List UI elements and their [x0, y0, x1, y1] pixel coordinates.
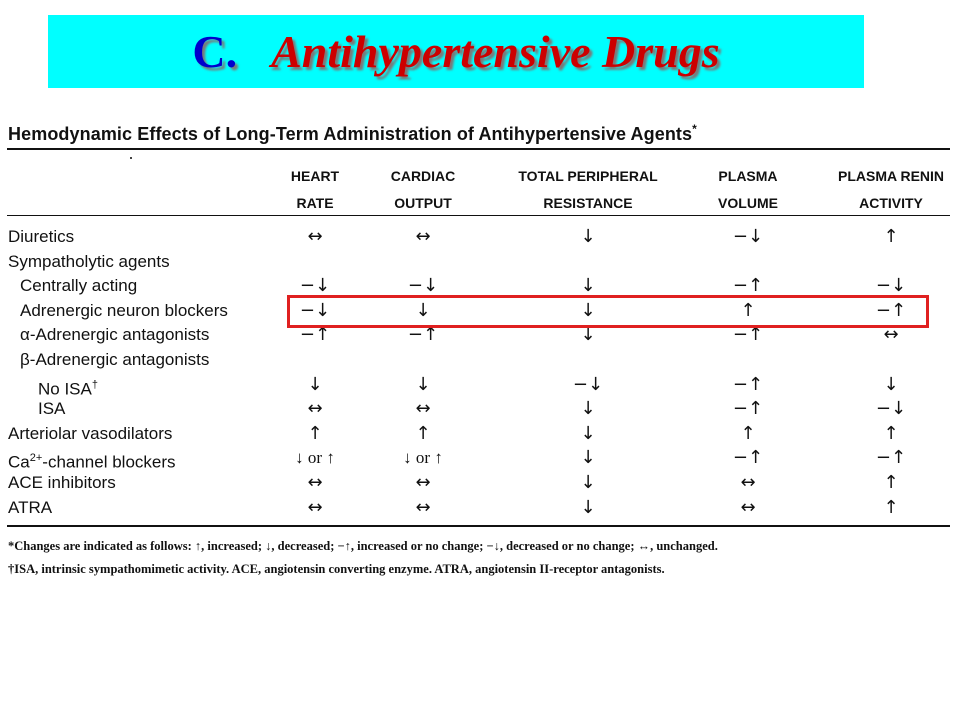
col-heart-rate [291, 163, 339, 217]
footnote-legend: *Changes are indicated as follows: ↑, increased; ↓, decreased; −↑, increased or no change; −↓, decreased or no change; ↔, unchanged. [8, 539, 718, 553]
cell-heart-rate: ↓ or ↑ [295, 448, 335, 468]
cell-total-peripheral-resistance: ↓ [580, 299, 596, 321]
cell-heart-rate: ↔ [307, 496, 323, 518]
row-label-text: Arteriolar vasodilators [8, 423, 173, 443]
cell-total-peripheral-resistance: ↓ [580, 275, 596, 297]
cell-plasma-volume: −↑ [732, 324, 764, 346]
stray-dot [130, 157, 132, 159]
cell-cardiac-output: ↔ [415, 496, 431, 518]
cell-plasma-renin-activity: ↑ [883, 496, 899, 518]
cell-plasma-volume: ↑ [740, 299, 756, 321]
cell-plasma-renin-activity: −↓ [875, 275, 907, 297]
col-plasma-renin-activity [838, 163, 944, 217]
col-total-peripheral-resistance [518, 163, 657, 217]
table-row [0, 348, 960, 372]
cell-total-peripheral-resistance: ↓ [580, 226, 596, 247]
cell-cardiac-output: ↔ [415, 398, 431, 420]
cell-cardiac-output: ↔ [415, 472, 431, 493]
section-letter: C. [192, 26, 238, 77]
cell-heart-rate: ↔ [307, 472, 323, 493]
col-heading-line: OUTPUT [394, 195, 452, 211]
row-label-text: Centrally acting [20, 276, 138, 296]
row-label [20, 323, 209, 347]
cell-cardiac-output: ↔ [415, 226, 431, 247]
cell-plasma-volume: ↔ [740, 472, 756, 493]
cell-plasma-volume: ↔ [740, 496, 756, 518]
col-heading-line: CARDIAC [390, 168, 456, 184]
cell-plasma-volume: −↑ [732, 373, 764, 395]
cell-cardiac-output: ↑ [415, 422, 431, 444]
col-heading-line: TOTAL PERIPHERAL [518, 168, 658, 184]
cell-plasma-renin-activity: −↑ [875, 447, 907, 469]
cell-plasma-renin-activity: −↓ [875, 398, 907, 420]
cell-total-peripheral-resistance: ↓ [580, 324, 596, 346]
cell-plasma-volume: −↑ [732, 398, 764, 420]
cell-plasma-renin-activity: ↑ [883, 472, 899, 493]
col-heading-line: ACTIVITY [859, 195, 923, 211]
col-heading-line: RESISTANCE [543, 195, 633, 211]
header-rule [7, 215, 950, 216]
cell-cardiac-output: −↓ [407, 275, 439, 297]
row-label-text: ACE inhibitors [8, 473, 116, 492]
row-label [20, 348, 209, 372]
bottom-rule [7, 525, 950, 527]
cell-heart-rate: ↓ [307, 373, 323, 395]
table-row [0, 496, 960, 520]
row-label-text: ISA [38, 399, 66, 419]
cell-plasma-volume: −↓ [732, 226, 764, 247]
cell-plasma-renin-activity: ↔ [883, 324, 899, 346]
table-title-text: Hemodynamic Effects of Long-Term Administration of Antihypertensive Agents [8, 124, 693, 144]
cell-heart-rate: −↑ [299, 324, 331, 346]
cell-plasma-renin-activity: ↑ [883, 226, 899, 247]
row-label-footnote-mark: † [91, 378, 98, 391]
table-row [0, 397, 960, 421]
table-row [0, 471, 960, 495]
cell-cardiac-output: ↓ or ↑ [403, 448, 443, 468]
row-label-text: Ca [8, 453, 30, 473]
slide-title: Antihypertensive Drugs [271, 26, 720, 77]
cell-plasma-renin-activity: ↑ [883, 422, 899, 444]
cell-total-peripheral-resistance: ↓ [580, 447, 596, 469]
highlight-box [287, 295, 929, 328]
row-label [8, 422, 172, 446]
cell-cardiac-output: −↑ [407, 324, 439, 346]
table-title [8, 122, 697, 145]
cell-plasma-renin-activity: −↑ [875, 299, 907, 321]
cell-cardiac-output: ↓ [415, 299, 431, 321]
top-rule [7, 148, 950, 150]
col-plasma-volume [718, 163, 778, 217]
title-banner [48, 15, 864, 88]
table-row [0, 250, 960, 274]
cell-total-peripheral-resistance: −↓ [572, 373, 604, 395]
row-label [20, 299, 228, 323]
cell-heart-rate: ↔ [307, 226, 323, 247]
row-label [8, 250, 170, 274]
cell-total-peripheral-resistance: ↓ [580, 398, 596, 420]
row-label [8, 471, 116, 495]
table-row [0, 373, 960, 397]
col-heading-line: VOLUME [718, 195, 778, 211]
row-label-text: α-Adrenergic antagonists [20, 325, 210, 345]
row-label-tail: -channel blockers [42, 453, 176, 473]
cell-total-peripheral-resistance: ↓ [580, 422, 596, 444]
row-label [8, 496, 52, 520]
col-cardiac-output [391, 163, 456, 217]
col-heading-line: PLASMA [718, 168, 778, 184]
table-row [0, 422, 960, 446]
cell-heart-rate: −↓ [299, 299, 331, 321]
row-label-text: Adrenergic neuron blockers [20, 300, 228, 320]
col-heading-line: PLASMA RENIN [837, 168, 945, 184]
table-row [0, 225, 960, 249]
row-label [8, 225, 74, 249]
row-label-superscript: 2+ [29, 452, 43, 465]
row-label-text: Sympatholytic agents [8, 251, 170, 271]
cell-plasma-volume: ↑ [740, 422, 756, 444]
table-title-mark: * [692, 122, 697, 136]
cell-heart-rate: ↑ [307, 422, 323, 444]
cell-plasma-renin-activity: ↓ [883, 373, 899, 395]
footnote-abbreviations: †ISA, intrinsic sympathomimetic activity. ACE, angiotensin converting enzyme. ATRA, angiotensin II-receptor antagonists. [8, 562, 665, 576]
col-heading-line: RATE [296, 195, 334, 211]
cell-total-peripheral-resistance: ↓ [580, 496, 596, 518]
cell-heart-rate: ↔ [307, 398, 323, 420]
row-label-text: No ISA [38, 379, 92, 399]
cell-heart-rate: −↓ [299, 275, 331, 297]
row-label-text: Diuretics [8, 227, 75, 246]
cell-plasma-volume: −↑ [732, 447, 764, 469]
cell-cardiac-output: ↓ [415, 373, 431, 395]
cell-total-peripheral-resistance: ↓ [580, 472, 596, 493]
col-heading-line: HEART [290, 168, 340, 184]
row-label-text: β-Adrenergic antagonists [20, 350, 210, 369]
cell-plasma-volume: −↑ [732, 275, 764, 297]
row-label [20, 274, 137, 298]
row-label-text: ATRA [8, 497, 53, 517]
row-label [38, 397, 65, 421]
table-row [0, 446, 960, 473]
